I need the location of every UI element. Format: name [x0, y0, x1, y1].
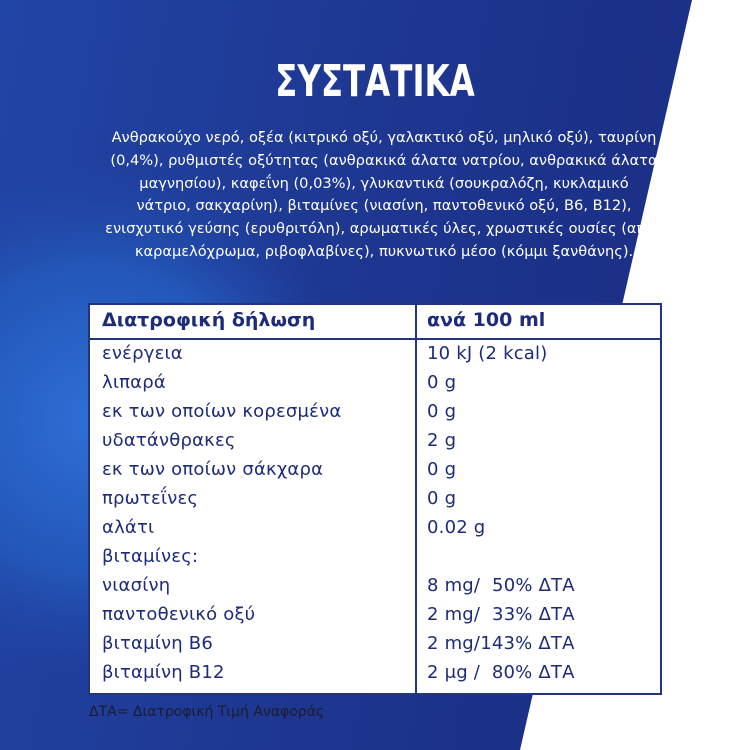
- nutrient-name: πρωτεΐνες: [102, 488, 199, 509]
- nutrient-name: παντοθενικό οξύ: [102, 604, 256, 625]
- page-title: ΣΥΣΤΑΤΙΚΑ: [275, 56, 475, 107]
- nutrient-name: βιταμίνη B6: [102, 633, 214, 654]
- nutrient-name: αλάτι: [102, 517, 155, 538]
- nutrition-table: [88, 303, 662, 695]
- nutrient-name: νιασίνη: [102, 575, 171, 596]
- nutrient-value: 10 kJ (2 kcal): [427, 343, 548, 364]
- nutrient-value: 0 g: [427, 459, 457, 480]
- nutrient-value: 0 g: [427, 401, 457, 422]
- table-header-divider: [90, 338, 660, 340]
- nutrient-name: υδατάνθρακες: [102, 430, 236, 451]
- table-row: [90, 544, 660, 573]
- table-row: [90, 660, 660, 689]
- ingredients-text: [100, 127, 668, 264]
- table-header-per-100ml: ανά 100 ml: [427, 309, 546, 331]
- table-row: [90, 486, 660, 515]
- ingredients-line: (0,4%), ρυθμιστές οξύτητας (ανθρακικά άλατα νατρίου, ανθρακικά άλατα: [110, 151, 658, 169]
- ingredients-line: ενισχυτικό γεύσης (ερυθριτόλη), αρωματικές ύλες, χρωστικές ουσίες (απλό: [105, 220, 663, 238]
- nutrient-name: εκ των οποίων κορεσμένα: [102, 401, 342, 422]
- table-row: [90, 399, 660, 428]
- table-row: [90, 370, 660, 399]
- nutrient-name: λιπαρά: [102, 372, 166, 393]
- footnote: ΔΤΑ= Διατροφική Τιμή Αναφοράς: [89, 704, 325, 720]
- table-row: [90, 602, 660, 631]
- ingredients-line: μαγνησίου), καφεΐνη (0,03%), γλυκαντικά (σουκραλόζη, κυκλαμικό: [139, 174, 629, 192]
- table-row: [90, 515, 660, 544]
- nutrient-value: 2 μg / 80% ΔΤΑ: [427, 662, 575, 683]
- nutrient-value: 0.02 g: [427, 517, 486, 538]
- table-row: [90, 428, 660, 457]
- nutrient-value: 0 g: [427, 488, 457, 509]
- table-row: [90, 457, 660, 486]
- nutrient-name: βιταμίνη B12: [102, 662, 225, 683]
- ingredients-line: καραμελόχρωμα, ριβοφλαβίνες), πυκνωτικό μέσο (κόμμι ξανθάνης).: [134, 242, 634, 260]
- table-row: [90, 573, 660, 602]
- nutrient-value: 2 mg/143% ΔΤΑ: [427, 633, 575, 654]
- ingredients-line: νάτριο, σακχαρίνη), βιταμίνες (νιασίνη, παντοθενικό οξύ, B6, B12),: [136, 197, 632, 215]
- nutrient-value: 0 g: [427, 372, 457, 393]
- nutrient-name: βιταμίνες:: [102, 546, 199, 567]
- table-row: [90, 631, 660, 660]
- nutrient-name: ενέργεια: [102, 343, 183, 364]
- nutrient-value: 2 mg/ 33% ΔΤΑ: [427, 604, 575, 625]
- ingredients-line: Ανθρακούχο νερό, οξέα (κιτρικό οξύ, γαλακτικό οξύ, μηλικό οξύ), ταυρίνη: [111, 129, 657, 146]
- nutrient-name: εκ των οποίων σάκχαρα: [102, 459, 324, 480]
- nutrient-value: 8 mg/ 50% ΔΤΑ: [427, 575, 575, 596]
- table-header-nutrition: Διατροφική δήλωση: [102, 309, 316, 331]
- table-row: [90, 341, 660, 370]
- nutrient-value: 2 g: [427, 430, 457, 451]
